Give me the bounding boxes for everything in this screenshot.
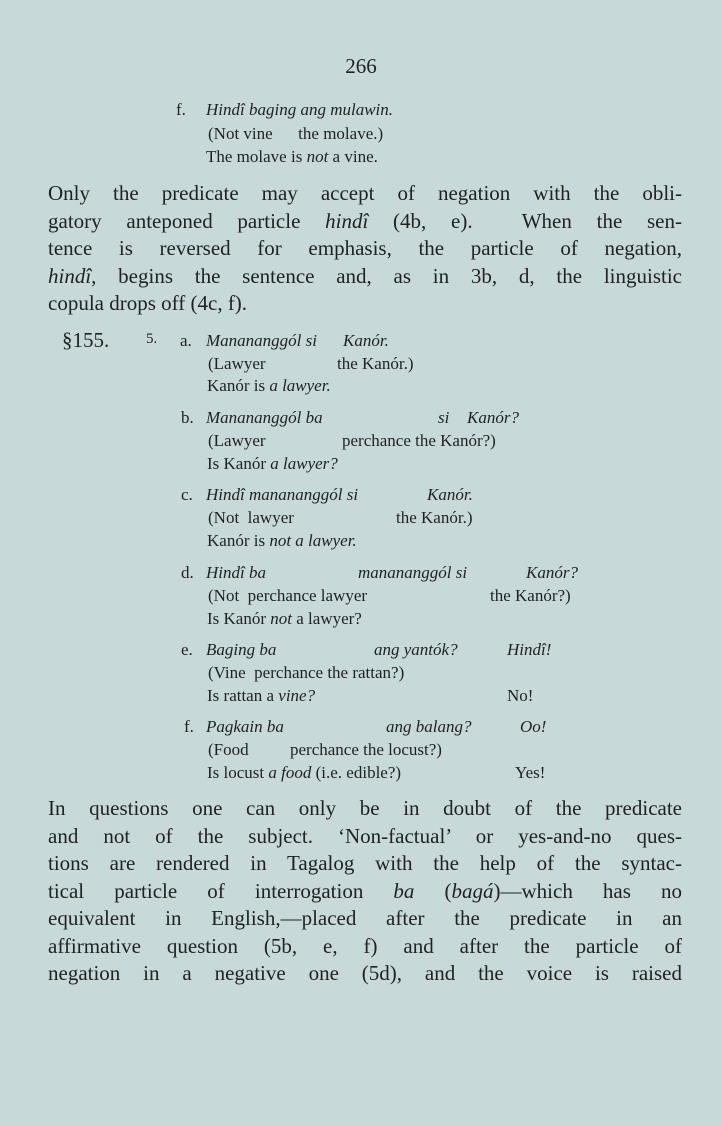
tagalog-word: Baging ba — [206, 640, 277, 659]
text-line: equivalent in English,—placed after the predicate in an — [48, 906, 682, 930]
tagalog-word: manananggól si — [358, 563, 468, 582]
tagalog-word: Oo! — [520, 717, 547, 736]
tagalog-word: Manananggól ba — [206, 408, 323, 427]
example-label: c. — [181, 485, 193, 504]
gloss-word: the Kanór.) — [337, 354, 414, 373]
translation-line: Is rattan a vine? — [207, 686, 316, 705]
answer: No! — [507, 686, 534, 705]
paragraph-questions — [48, 795, 682, 988]
tagalog-word: Pagkain ba — [206, 717, 284, 736]
translation-line: The molave is not a vine. — [206, 147, 378, 166]
text-line: copula drops off (4c, f). — [48, 291, 248, 315]
text-line: and not of the subject. ‘Non-factual’ or yes-and-no ques- — [48, 823, 682, 848]
tagalog-word: Kanór. — [427, 485, 473, 504]
tagalog-word: si — [438, 408, 450, 427]
example-label: b. — [181, 408, 194, 427]
text-line: tical particle of interrogation ba (bagá)—which has no — [48, 878, 682, 903]
text-line: negation in a negative one (5d), and the voice is raised — [48, 961, 682, 985]
text-line: hindî, begins the sentence and, as in 3b, d, the linguistic — [48, 263, 682, 288]
example-label: f. — [184, 717, 194, 736]
text-line: tions are rendered in Tagalog with the help of the syntac- — [48, 851, 682, 875]
text-line: affirmative question (5b, e, f) and after the particle of — [48, 933, 682, 958]
gloss-word: the Kanór.) — [396, 508, 473, 527]
tagalog-line: Hindî baging ang mulawin. — [206, 100, 394, 119]
translation-line: Is locust a food (i.e. edible?) — [207, 763, 402, 782]
answer: Yes! — [515, 763, 546, 782]
example-label: d. — [181, 563, 194, 582]
tagalog-word: Manananggól si — [206, 331, 317, 350]
tagalog-word: Kanór? — [467, 408, 519, 427]
gloss-word: perchance the locust?) — [290, 740, 442, 759]
translation-line: Is Kanór not a lawyer? — [207, 609, 362, 628]
page-number: 266 — [345, 54, 377, 78]
text-line: In questions one can only be in doubt of the predicate — [48, 796, 682, 820]
gloss-word: (Not lawyer — [208, 508, 294, 527]
gloss-line: (Vine perchance the rattan?) — [208, 663, 405, 682]
tagalog-word: Hindî manananggól si — [206, 485, 359, 504]
gloss-word: perchance the Kanór?) — [342, 431, 496, 450]
gloss-word: (Not perchance lawyer — [208, 586, 368, 605]
text-line: tence is reversed for emphasis, the particle of negation, — [48, 236, 682, 260]
translation-line: Kanór is a lawyer. — [207, 376, 331, 395]
tagalog-word: Kanór? — [526, 563, 578, 582]
gloss-word: (Lawyer — [208, 431, 266, 450]
section-mark: §155. — [62, 328, 110, 352]
tagalog-word: Kanór. — [343, 331, 389, 350]
tagalog-word: ang balang? — [386, 717, 472, 736]
gloss-word: (Food — [208, 740, 249, 759]
tagalog-word: ang yantók? — [374, 640, 458, 659]
translation-line: Is Kanór a lawyer? — [207, 454, 338, 473]
example-label: a. — [180, 331, 192, 350]
example-number: 5. — [146, 331, 158, 347]
tagalog-word: Hindî! — [507, 640, 552, 659]
text-line: gatory anteponed particle hindî (4b, e). When the sen- — [48, 208, 682, 233]
translation-line: Kanór is not a lawyer. — [207, 531, 357, 550]
paragraph-negation — [48, 180, 682, 318]
example-label: e. — [181, 640, 193, 659]
tagalog-word: Hindî ba — [206, 563, 266, 582]
gloss-line: (Not vine the molave.) — [208, 124, 384, 143]
example-label: f. — [176, 100, 186, 119]
gloss-word: the Kanór?) — [490, 586, 571, 605]
gloss-word: (Lawyer — [208, 354, 266, 373]
text-line: Only the predicate may accept of negation with the obli- — [48, 181, 682, 205]
